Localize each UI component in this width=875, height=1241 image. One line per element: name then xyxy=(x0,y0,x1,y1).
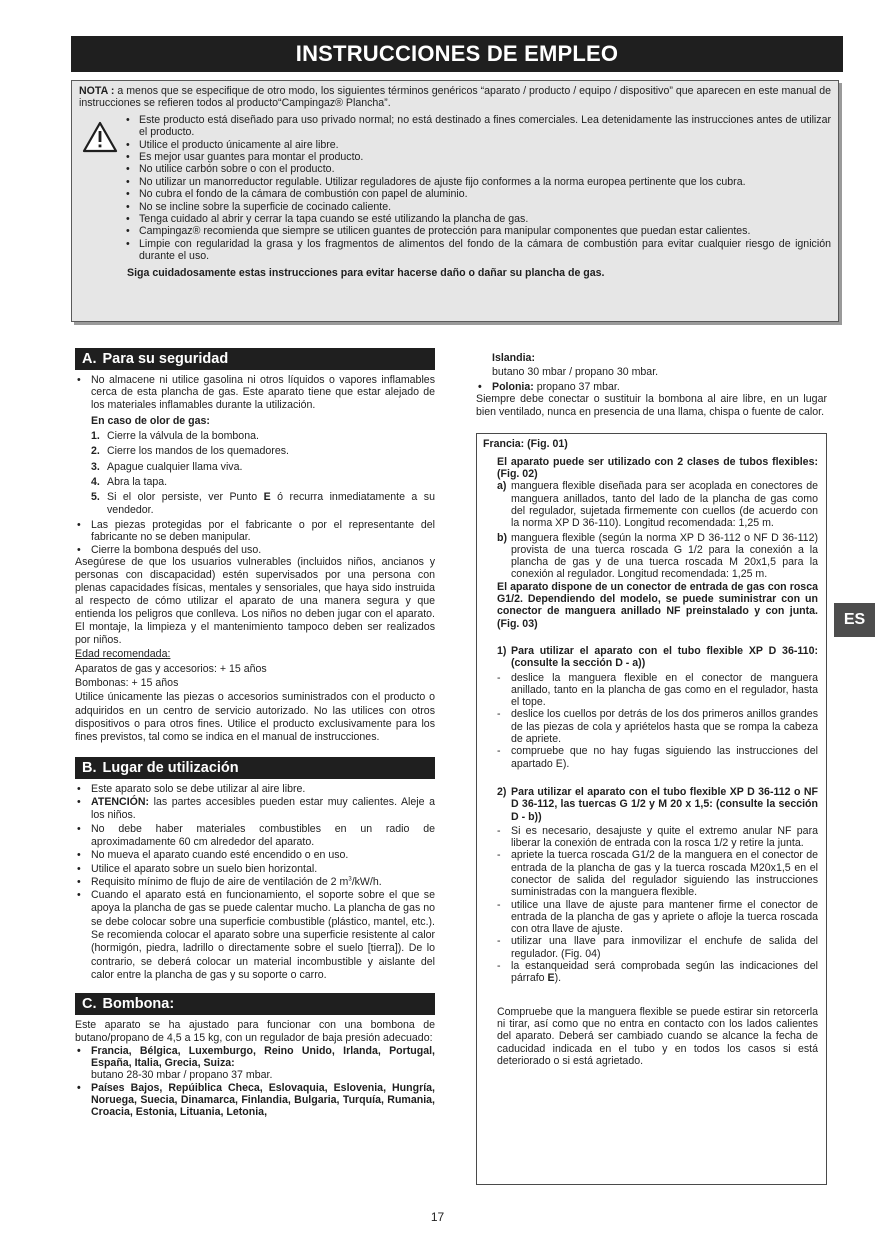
hose-types xyxy=(497,480,818,580)
gas-smell-step xyxy=(91,461,435,473)
gas-smell-title: En caso de olor de gas: xyxy=(91,414,210,427)
page-number: 17 xyxy=(430,1210,445,1224)
gas-smell-step xyxy=(91,445,435,457)
section-c-letter: C. xyxy=(82,996,97,1013)
france-box xyxy=(476,433,827,1185)
step-number: 1. xyxy=(91,430,100,443)
note-label: NOTA : xyxy=(79,85,115,97)
pressure-3: propano 37 mbar. xyxy=(533,380,620,393)
hose-type-b xyxy=(497,532,818,581)
age-gas: Aparatos de gas y accesorios: + 15 años xyxy=(75,662,267,675)
note-bullet: • No utilizar un manorreductor regulable. Utilizar reguladores de ajuste fijo conformes a la norma europea pertinente que los cubra. xyxy=(125,176,831,188)
country-group-1 xyxy=(75,1045,435,1082)
section-a-bullet: • Cierre la bombona después del uso. xyxy=(75,544,435,556)
section-a-title: Para su seguridad xyxy=(102,351,229,367)
section-c-header xyxy=(75,993,435,1015)
section-b-bullet: • Este aparato solo se debe utilizar al aire libre. xyxy=(75,783,435,796)
note-text: a menos que se especifique de otro modo, los siguientes términos genéricos “aparato / producto / equipo / dispositivo” que aparecen en este manual de instrucciones se refieren todos al producto“Campingaz® Plancha”. xyxy=(79,85,831,110)
note-bullet: • Limpie con regularidad la grasa y los fragmentos de alimentos del fondo de la cámara de combustión para evitar cualquier riesgo de ignición durante el uso. xyxy=(125,238,831,263)
ventilation-text: Requisito mínimo de flujo de aire de ventilación de 2 m xyxy=(91,875,349,888)
note-box xyxy=(71,80,839,322)
section-b-bullet: • Cuando el aparato está en funcionamiento, el soporte sobre el que se apoya la plancha de gas se puede calentar mucho. La plancha de gas no se debe colocar sobre una superficie combustible (plástico, mantel, etc.). Se recomienda colocar el aparato sobre una superficie resistente al calor (hormigón, piedra, ladrillo o directamente sobre el suelo [tierra]). De lo contrario, se deberá colocar un material incombustible y aislante del calor entre la plancha de gas y su soporte o carro. xyxy=(75,889,435,982)
step-2-item: - apriete la tuerca roscada G1/2 de la manguera en el conector de entrada de la plancha de gas y la tuerca roscada M20x1,5 en el conector de salida del regulador siguiendo las instrucciones suministradas con la manguera flexible. xyxy=(497,849,818,898)
step-text: Cierre los mandos de los quemadores. xyxy=(107,445,289,458)
step-2-heading: Para utilizar el aparato con el tubo flexible XP D 36-112 o NF D 36-112, las tuercas G 1/2 y M 20 x 1,5: (consulte la sección D - b)) xyxy=(511,785,818,823)
country-group-2 xyxy=(75,1082,435,1119)
step-text: Cierre la válvula de la bombona. xyxy=(107,430,259,443)
page-title: INSTRUCCIONES DE EMPLEO xyxy=(71,36,843,72)
section-a-list xyxy=(75,374,435,411)
section-c-list-2 xyxy=(476,381,827,393)
section-b-bullet xyxy=(75,876,435,889)
parts-text: Utilice únicamente las piezas o accesorios suministrados con el producto o adquiridos en un centro de servicio autorizado. No las utilices con otros dispositivos o para otros fines. Utilice el producto exclusivamente para los fines previstos, tal como se indica en el manual de instrucciones. xyxy=(75,691,435,743)
note-bullet-list xyxy=(125,114,831,263)
step-2-label: 2) xyxy=(497,785,507,798)
note-bullet: • No cubra el fondo de la cámara de combustión con papel de aluminio. xyxy=(125,188,831,200)
step-2-item: - Si es necesario, desajuste y quite el extremo anular NF para liberar la conexión de entrada con la rosca 1/2 y retire la junta. xyxy=(497,825,818,850)
age-title: Edad recomendada: xyxy=(75,647,171,660)
note-final: Siga cuidadosamente estas instrucciones para evitar hacerse daño o dañar su plancha de gas. xyxy=(127,266,605,279)
gas-smell-step xyxy=(91,430,435,442)
step-text: Apague cualquier llama viva. xyxy=(107,460,243,473)
country-list-2: Países Bajos, Repúiblica Checa, Eslovaquia, Eslovenia, Hungría, Noruega, Suecia, Dinamarca, Finlandia, Bulgaria, Turquía, Rumania, Croacia, Estonia, Lituania, Letonia, xyxy=(91,1081,435,1119)
section-a-list-2 xyxy=(75,519,435,556)
note-bullet: • No utilice carbón sobre o con el producto. xyxy=(125,163,831,175)
note-bullet: • Utilice el producto únicamente al aire libre. xyxy=(125,139,831,151)
hose-type-label: b) xyxy=(497,531,507,544)
france-intro: El aparato puede ser utilizado con 2 clases de tubos flexibles: (Fig. 02) xyxy=(497,455,818,481)
step-1-heading: Para utilizar el aparato con el tubo flexible XP D 36-110: (consulte la sección D - a)) xyxy=(511,644,818,670)
section-b-title: Lugar de utilización xyxy=(102,759,239,776)
connector-text: El aparato dispone de un conector de entrada de gas con rosca G1/2. Dependiendo del modelo, se puede suministrar con un conector de manguera anillado NF preinstalado y con junta. (Fig. 03) xyxy=(497,580,818,630)
section-b-bullet: • No mueva el aparato cuando esté encendido o en uso. xyxy=(75,849,435,862)
section-b-letter: B. xyxy=(82,759,97,776)
attention-text: las partes accesibles pueden estar muy calientes. Aleje a los niños. xyxy=(91,796,435,822)
language-tab: ES xyxy=(834,603,875,637)
hose-type-a xyxy=(497,480,818,529)
step-2-ref: E xyxy=(547,972,555,985)
step-1-title xyxy=(497,645,818,670)
section-b-bullet: • Utilice el aparato sobre un suelo bien horizontal. xyxy=(75,863,435,876)
left-column xyxy=(75,348,435,1119)
gas-smell-step xyxy=(91,476,435,488)
country-group-3 xyxy=(476,381,827,393)
step-1-item: - deslice los cuellos por detrás de los dos primeros anillos grandes de las piezas de cola y apriételos hasta que se rompa la cabeza de apriete. xyxy=(497,708,818,745)
note-bullet: • No se incline sobre la superficie de cocinado caliente. xyxy=(125,201,831,213)
closing-text: Compruebe que la manguera flexible se puede estirar sin retorcerla ni tirar, así como que no entra en contacto con los lados calientes del aparato. Deberá ser cambiado cuando se alcance la fecha de caducidad indicada en el tubo y en todos los casos si está deteriorado o si está agrietado. xyxy=(497,1005,818,1067)
section-b-bullet: • No debe haber materiales combustibles en un radio de aproximadamente 60 cm alrededor del aparato. xyxy=(75,823,435,850)
age-cylinders: Bombonas: + 15 años xyxy=(75,677,179,690)
warning-triangle-icon xyxy=(82,121,118,153)
hose-type-text: manguera flexible (según la norma XP D 36-112 o NF D 36-112) provista de una tuerca roscada G 1/2 para la conexión a la plancha de gas y de una tuerca roscada M 20x1,5 para la conexión al regulador. Longitud recomendada: 1,25 m. xyxy=(511,531,818,581)
step-text: ó recurra inmediatamente a su vendedor. xyxy=(107,491,435,516)
pressure-1: butano 28-30 mbar / propano 37 mbar. xyxy=(91,1069,273,1082)
note-bullet: • Campingaz® recomienda que siempre se utilicen guantes de protección para manipular componentes que puedan estar calientes. xyxy=(125,225,831,237)
section-c-title: Bombona: xyxy=(102,996,175,1013)
country-list-1: Francia, Bélgica, Luxemburgo, Reino Unido, Irlanda, Portugal, España, Italia, Grecia, Suiza: xyxy=(91,1044,435,1070)
step-2-last-text: la estanqueidad será comprobada según las indicaciones del párrafo xyxy=(511,960,818,985)
section-c-list xyxy=(75,1045,435,1119)
right-column xyxy=(476,352,827,1185)
step-1-list xyxy=(497,672,818,770)
section-a-bullet: • No almacene ni utilice gasolina ni otros líquidos o vapores inflamables cerca de esta plancha de gas. Este aparato tiene que estar alejado de los materiales inflamables durante la utilización. xyxy=(75,374,435,411)
step-number: 2. xyxy=(91,445,100,458)
section-b-list xyxy=(75,783,435,982)
gas-smell-step xyxy=(91,491,435,516)
note-intro xyxy=(79,85,831,110)
section-a-letter: A. xyxy=(82,351,97,367)
step-text: Abra la tapa. xyxy=(107,476,168,489)
step-number: 4. xyxy=(91,476,100,489)
step-2-last-post: ). xyxy=(554,972,562,985)
note-bullet: • Es mejor usar guantes para montar el producto. xyxy=(125,151,831,163)
step-1-label: 1) xyxy=(497,644,507,657)
hose-type-label: a) xyxy=(497,480,507,493)
gas-smell-steps xyxy=(91,430,435,516)
outdoor-connection-text: Siempre debe conectar o sustituir la bombona al aire libre, en un lugar bien ventilado, nunca en presencia de una llama, chispa o fuente de calor. xyxy=(476,392,827,419)
note-bullet: • Tenga cuidado al abrir y cerrar la tapa cuando se esté utilizando la plancha de gas. xyxy=(125,213,831,225)
step-ref: E xyxy=(263,491,271,504)
step-2-list xyxy=(497,825,818,985)
step-2-item xyxy=(497,960,818,985)
section-a-header xyxy=(75,348,435,370)
section-b-bullet xyxy=(75,796,435,823)
section-c-intro: Este aparato se ha ajustado para funcionar con una bombona de butano/propano de 4,5 a 15 kg, con un regulador de baja presión adecuado: xyxy=(75,1019,435,1044)
hose-type-text: manguera flexible diseñada para ser acoplada en conectores de manguera anillados, tanto del lado de la plancha de gas como del regulador, sujetada firmemente con cuellos (de acuerdo con la norma XP D 36-110). Longitud recomendada: 1,25 m. xyxy=(511,480,818,530)
vulnerable-users-text: Asegúrese de que los usuarios vulnerables (incluidos niños, ancianos y personas con discapacidad) estén supervisados por una persona con plenas capacidades físicas, mentales y sensoriales, que haya sido instruida al respecto de cómo utilizar el aparato de una manera segura y que entienda los peligros que conlleva. Los niños no deben jugar con el aparato. El montaje, la limpieza y el mantenimiento tampoco deben ser realizados por niños. xyxy=(75,555,435,647)
ventilation-unit: /kW/h. xyxy=(351,875,382,888)
step-2-item: - utilizar una llave para inmovilizar el enchufe de salida del regulador. (Fig. 04) xyxy=(497,935,818,960)
step-2-item: - utilice una llave de ajuste para mantener firme el conector de entrada de la plancha de gas y apriete o afloje la tuerca roscada con otra llave de ajuste. xyxy=(497,899,818,936)
country-list-3: Polonia: xyxy=(492,380,534,393)
section-a-bullet: • Las piezas protegidas por el fabricante o por el representante del fabricante no se deben manipular. xyxy=(75,519,435,544)
step-1-item: - compruebe que no hay fugas siguiendo las instrucciones del apartado E). xyxy=(497,745,818,770)
country-list-2-cont: Islandia: xyxy=(492,352,535,364)
step-number: 5. xyxy=(91,491,100,504)
ventilation-sup: 3 xyxy=(348,876,352,883)
section-b-header xyxy=(75,757,435,779)
step-2-title xyxy=(497,786,818,823)
france-title: Francia: (Fig. 01) xyxy=(483,438,568,451)
note-bullet: • Este producto está diseñado para uso privado normal; no está destinado a fines comerciales. Lea detenidamente las instrucciones antes de utilizar el producto. xyxy=(125,114,831,139)
step-number: 3. xyxy=(91,460,100,473)
pressure-2: butano 30 mbar / propano 30 mbar. xyxy=(492,366,659,379)
step-text: Si el olor persiste, ver Punto xyxy=(107,491,264,504)
attention-label: ATENCIÓN: xyxy=(91,796,150,809)
step-1-item: - deslice la manguera flexible en el conector de manguera anillado, tanto en la plancha de gas como en el regulador, hasta el tope. xyxy=(497,672,818,709)
